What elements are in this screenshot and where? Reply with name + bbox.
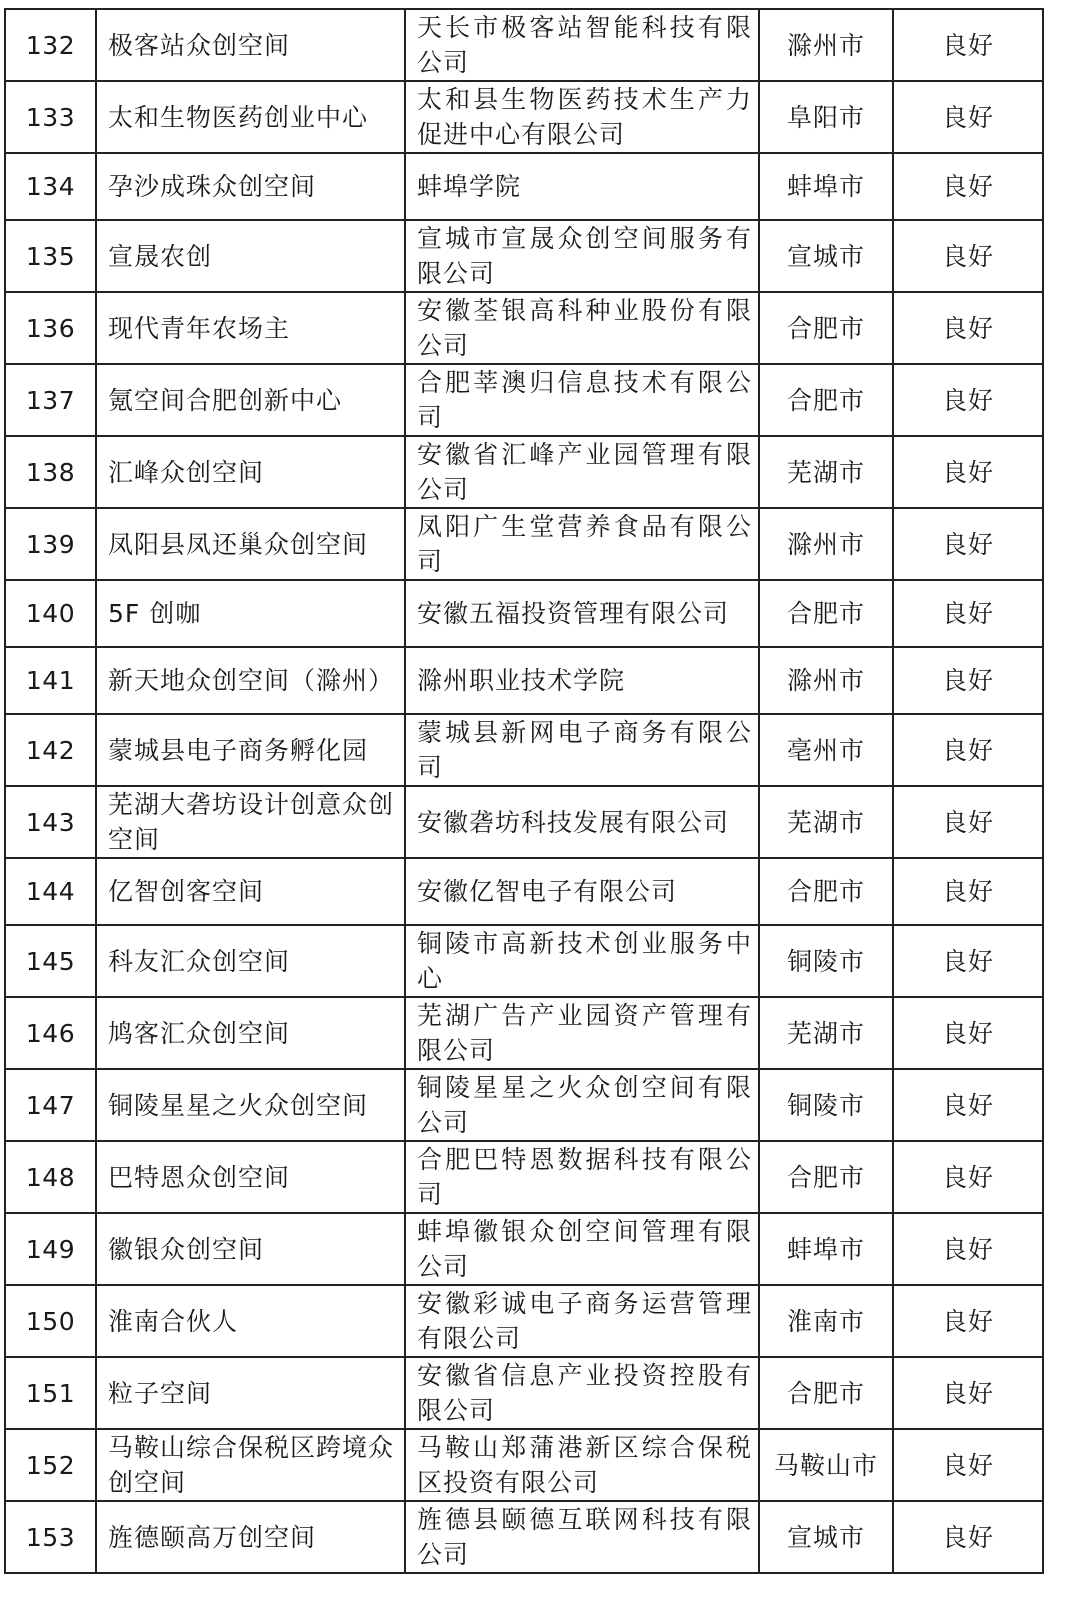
rating-cell: 良好 — [893, 81, 1043, 153]
row-number-cell: 134 — [5, 153, 96, 220]
city-cell: 铜陵市 — [759, 1069, 893, 1141]
table-row — [5, 1069, 1043, 1141]
city-cell: 滁州市 — [759, 508, 893, 580]
operating-organization-cell: 太和县生物医药技术生产力促进中心有限公司 — [405, 81, 759, 153]
city-cell: 合肥市 — [759, 364, 893, 436]
space-name-cell: 铜陵星星之火众创空间 — [96, 1069, 405, 1141]
row-number-cell: 141 — [5, 647, 96, 714]
table-row — [5, 1357, 1043, 1429]
rating-cell: 良好 — [893, 997, 1043, 1069]
table-row — [5, 1141, 1043, 1213]
rating-cell: 良好 — [893, 858, 1043, 925]
row-number-cell: 152 — [5, 1429, 96, 1501]
rating-cell: 良好 — [893, 1141, 1043, 1213]
space-name-cell: 氪空间合肥创新中心 — [96, 364, 405, 436]
space-name-cell: 马鞍山综合保税区跨境众创空间 — [96, 1429, 405, 1501]
table-body — [5, 9, 1043, 1573]
operating-organization-cell: 蚌埠学院 — [405, 153, 759, 220]
rating-cell: 良好 — [893, 647, 1043, 714]
row-number-cell: 149 — [5, 1213, 96, 1285]
table-row — [5, 81, 1043, 153]
city-cell: 铜陵市 — [759, 925, 893, 997]
space-name-cell: 蒙城县电子商务孵化园 — [96, 714, 405, 786]
table-row — [5, 1285, 1043, 1357]
city-cell: 芜湖市 — [759, 786, 893, 858]
document-page — [4, 8, 1042, 1574]
space-name-cell: 芜湖大砻坊设计创意众创空间 — [96, 786, 405, 858]
city-cell: 芜湖市 — [759, 997, 893, 1069]
operating-organization-cell: 铜陵星星之火众创空间有限公司 — [405, 1069, 759, 1141]
city-cell: 蚌埠市 — [759, 1213, 893, 1285]
row-number-cell: 146 — [5, 997, 96, 1069]
table-row — [5, 9, 1043, 81]
row-number-cell: 142 — [5, 714, 96, 786]
operating-organization-cell: 安徽砻坊科技发展有限公司 — [405, 786, 759, 858]
operating-organization-cell: 安徽亿智电子有限公司 — [405, 858, 759, 925]
rating-cell: 良好 — [893, 9, 1043, 81]
table-row — [5, 436, 1043, 508]
rating-cell: 良好 — [893, 508, 1043, 580]
row-number-cell: 148 — [5, 1141, 96, 1213]
rating-cell: 良好 — [893, 1501, 1043, 1573]
rating-cell: 良好 — [893, 925, 1043, 997]
table-row — [5, 508, 1043, 580]
rating-cell: 良好 — [893, 786, 1043, 858]
space-name-cell: 粒子空间 — [96, 1357, 405, 1429]
space-name-cell: 科友汇众创空间 — [96, 925, 405, 997]
rating-cell: 良好 — [893, 220, 1043, 292]
city-cell: 亳州市 — [759, 714, 893, 786]
space-name-cell: 鸠客汇众创空间 — [96, 997, 405, 1069]
rating-cell: 良好 — [893, 1069, 1043, 1141]
operating-organization-cell: 铜陵市高新技术创业服务中心 — [405, 925, 759, 997]
city-cell: 合肥市 — [759, 580, 893, 647]
operating-organization-cell: 马鞍山郑蒲港新区综合保税区投资有限公司 — [405, 1429, 759, 1501]
space-name-cell: 徽银众创空间 — [96, 1213, 405, 1285]
operating-organization-cell: 凤阳广生堂营养食品有限公司 — [405, 508, 759, 580]
row-number-cell: 150 — [5, 1285, 96, 1357]
city-cell: 蚌埠市 — [759, 153, 893, 220]
space-name-cell: 孕沙成珠众创空间 — [96, 153, 405, 220]
rating-cell: 良好 — [893, 364, 1043, 436]
operating-organization-cell: 滁州职业技术学院 — [405, 647, 759, 714]
table-row — [5, 925, 1043, 997]
space-name-cell: 太和生物医药创业中心 — [96, 81, 405, 153]
row-number-cell: 143 — [5, 786, 96, 858]
row-number-cell: 153 — [5, 1501, 96, 1573]
operating-organization-cell: 安徽荃银高科种业股份有限公司 — [405, 292, 759, 364]
city-cell: 马鞍山市 — [759, 1429, 893, 1501]
operating-organization-cell: 合肥莘澳归信息技术有限公司 — [405, 364, 759, 436]
operating-organization-cell: 合肥巴特恩数据科技有限公司 — [405, 1141, 759, 1213]
city-cell: 合肥市 — [759, 292, 893, 364]
operating-organization-cell: 安徽省汇峰产业园管理有限公司 — [405, 436, 759, 508]
rating-cell: 良好 — [893, 153, 1043, 220]
table-row — [5, 220, 1043, 292]
rating-cell: 良好 — [893, 1213, 1043, 1285]
city-cell: 宣城市 — [759, 220, 893, 292]
city-cell: 合肥市 — [759, 858, 893, 925]
table-row — [5, 580, 1043, 647]
space-name-cell: 现代青年农场主 — [96, 292, 405, 364]
space-name-cell: 5F 创咖 — [96, 580, 405, 647]
city-cell: 合肥市 — [759, 1357, 893, 1429]
table-row — [5, 858, 1043, 925]
space-name-cell: 亿智创客空间 — [96, 858, 405, 925]
row-number-cell: 147 — [5, 1069, 96, 1141]
evaluation-results-table — [4, 8, 1044, 1574]
rating-cell: 良好 — [893, 714, 1043, 786]
row-number-cell: 139 — [5, 508, 96, 580]
row-number-cell: 135 — [5, 220, 96, 292]
rating-cell: 良好 — [893, 1429, 1043, 1501]
row-number-cell: 140 — [5, 580, 96, 647]
operating-organization-cell: 旌德县颐德互联网科技有限公司 — [405, 1501, 759, 1573]
table-row — [5, 1213, 1043, 1285]
space-name-cell: 巴特恩众创空间 — [96, 1141, 405, 1213]
space-name-cell: 汇峰众创空间 — [96, 436, 405, 508]
rating-cell: 良好 — [893, 436, 1043, 508]
rating-cell: 良好 — [893, 1285, 1043, 1357]
city-cell: 淮南市 — [759, 1285, 893, 1357]
row-number-cell: 132 — [5, 9, 96, 81]
row-number-cell: 144 — [5, 858, 96, 925]
operating-organization-cell: 安徽五福投资管理有限公司 — [405, 580, 759, 647]
space-name-cell: 凤阳县凤还巢众创空间 — [96, 508, 405, 580]
space-name-cell: 淮南合伙人 — [96, 1285, 405, 1357]
space-name-cell: 宣晟农创 — [96, 220, 405, 292]
city-cell: 滁州市 — [759, 9, 893, 81]
table-row — [5, 292, 1043, 364]
rating-cell: 良好 — [893, 292, 1043, 364]
operating-organization-cell: 蒙城县新网电子商务有限公司 — [405, 714, 759, 786]
rating-cell: 良好 — [893, 580, 1043, 647]
city-cell: 阜阳市 — [759, 81, 893, 153]
table-row — [5, 997, 1043, 1069]
space-name-cell: 极客站众创空间 — [96, 9, 405, 81]
operating-organization-cell: 蚌埠徽银众创空间管理有限公司 — [405, 1213, 759, 1285]
city-cell: 宣城市 — [759, 1501, 893, 1573]
space-name-cell: 旌德颐高万创空间 — [96, 1501, 405, 1573]
table-row — [5, 1429, 1043, 1501]
operating-organization-cell: 安徽省信息产业投资控股有限公司 — [405, 1357, 759, 1429]
operating-organization-cell: 天长市极客站智能科技有限公司 — [405, 9, 759, 81]
row-number-cell: 151 — [5, 1357, 96, 1429]
city-cell: 合肥市 — [759, 1141, 893, 1213]
row-number-cell: 136 — [5, 292, 96, 364]
city-cell: 芜湖市 — [759, 436, 893, 508]
row-number-cell: 137 — [5, 364, 96, 436]
rating-cell: 良好 — [893, 1357, 1043, 1429]
table-row — [5, 153, 1043, 220]
table-row — [5, 1501, 1043, 1573]
row-number-cell: 133 — [5, 81, 96, 153]
table-row — [5, 786, 1043, 858]
row-number-cell: 138 — [5, 436, 96, 508]
operating-organization-cell: 宣城市宣晟众创空间服务有限公司 — [405, 220, 759, 292]
row-number-cell: 145 — [5, 925, 96, 997]
table-row — [5, 364, 1043, 436]
table-row — [5, 647, 1043, 714]
operating-organization-cell: 芜湖广告产业园资产管理有限公司 — [405, 997, 759, 1069]
operating-organization-cell: 安徽彩诚电子商务运营管理有限公司 — [405, 1285, 759, 1357]
city-cell: 滁州市 — [759, 647, 893, 714]
table-row — [5, 714, 1043, 786]
space-name-cell: 新天地众创空间（滁州） — [96, 647, 405, 714]
